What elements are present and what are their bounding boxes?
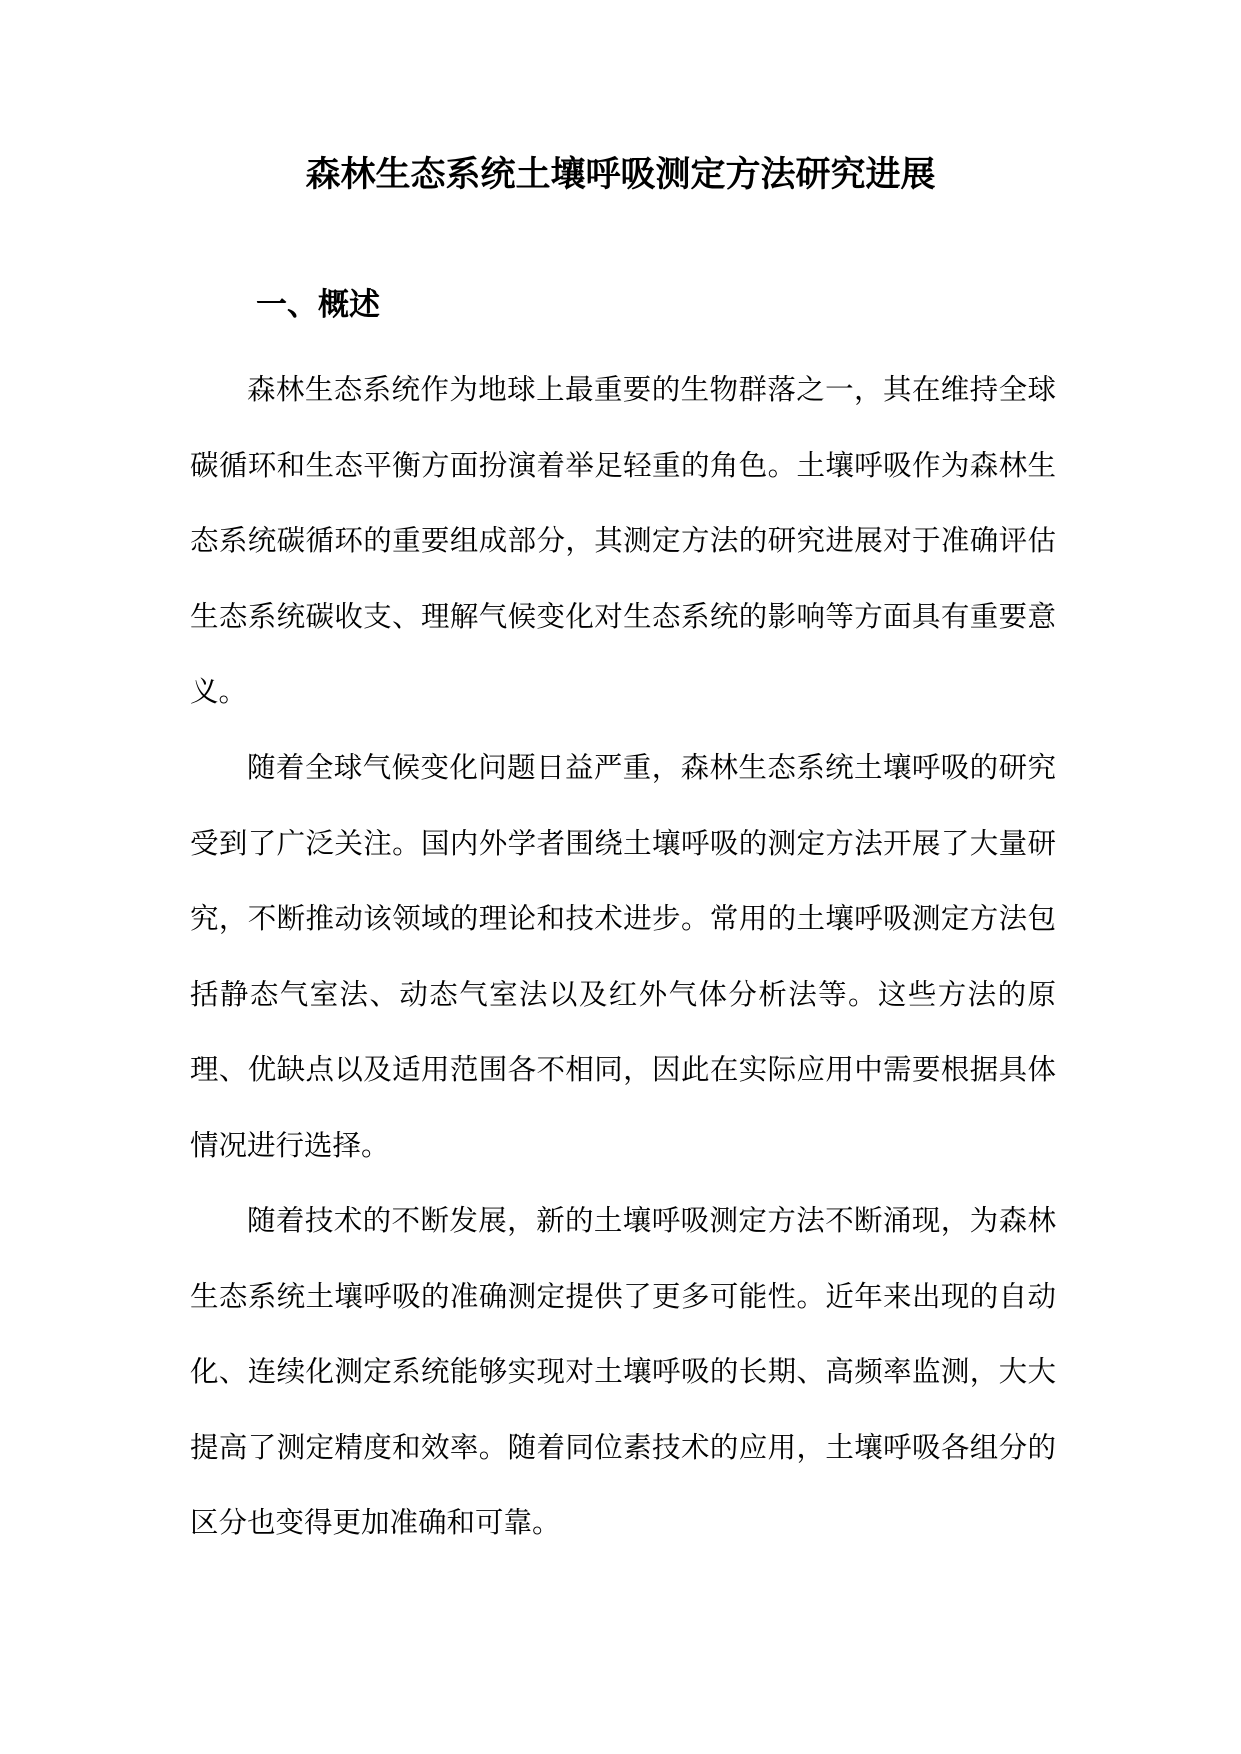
body-paragraph-2: 随着全球气候变化问题日益严重，森林生态系统土壤呼吸的研究受到了广泛关注。国内外学者围绕土壤呼吸的测定方法开展了大量研究，不断推动该领域的理论和技术进步。常用的土壤呼吸测定方法包括静态气室法、动态气室法以及红外气体分析法等。这些方法的原理、优缺点以及适用范围各不相同，因此在实际应用中需要根据具体情况进行选择。 <box>190 751 1056 1162</box>
document-title: 森林生态系统土壤呼吸测定方法研究进展 <box>305 155 936 195</box>
body-paragraph-3: 随着技术的不断发展，新的土壤呼吸测定方法不断涌现，为森林生态系统土壤呼吸的准确测定提供了更多可能性。近年来出现的自动化、连续化测定系统能够实现对土壤呼吸的长期、高频率监测，大大提高了测定精度和效率。随着同位素技术的应用，土壤呼吸各组分的区分也变得更加准确和可靠。 <box>190 1204 1056 1539</box>
section-heading-overview: 一、概述 <box>256 287 380 323</box>
body-paragraph-1: 森林生态系统作为地球上最重要的生物群落之一，其在维持全球碳循环和生态平衡方面扮演着举足轻重的角色。土壤呼吸作为森林生态系统碳循环的重要组成部分，其测定方法的研究进展对于准确评估生态系统碳收支、理解气候变化对生态系统的影响等方面具有重要意义。 <box>190 373 1056 708</box>
